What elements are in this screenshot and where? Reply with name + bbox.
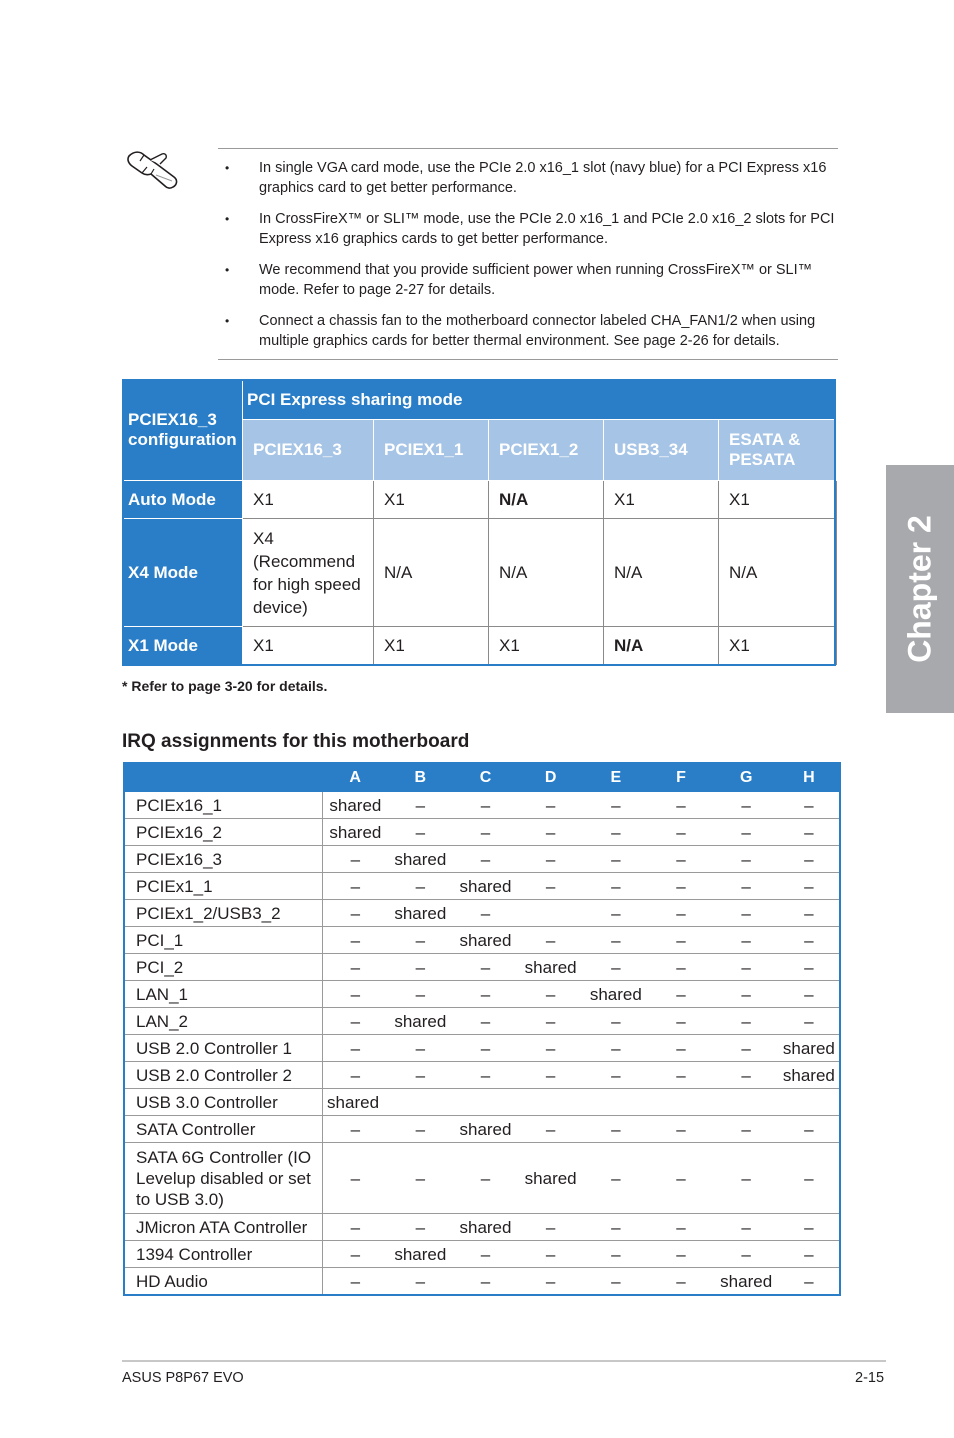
irq-cell: – xyxy=(323,1035,388,1062)
irq-cell: – xyxy=(388,1035,453,1062)
irq-cell: – xyxy=(714,1116,779,1143)
irq-cell: – xyxy=(648,1241,713,1268)
irq-cell: – xyxy=(779,792,840,819)
pcie-sharing-table xyxy=(122,379,837,665)
irq-cell: – xyxy=(714,900,779,927)
column-header: PCIEX1_1 xyxy=(374,420,489,481)
irq-cell: – xyxy=(323,900,388,927)
irq-cell: – xyxy=(648,819,713,846)
chapter-tab xyxy=(886,465,954,713)
table-cell: X4 (Recommend for high speed device) xyxy=(243,519,374,627)
irq-column-header: D xyxy=(518,763,583,792)
table-row xyxy=(124,1268,840,1296)
irq-cell: – xyxy=(779,981,840,1008)
irq-cell: shared xyxy=(453,873,518,900)
irq-cell: – xyxy=(518,819,583,846)
irq-cell xyxy=(453,1089,518,1116)
table-cell: X1 xyxy=(719,481,837,519)
irq-header-row xyxy=(124,763,840,792)
irq-cell: – xyxy=(453,954,518,981)
row-header: Auto Mode xyxy=(123,481,243,519)
irq-cell: shared xyxy=(720,1271,773,1291)
irq-device-name: HD Audio xyxy=(124,1268,323,1296)
irq-cell: – xyxy=(518,873,583,900)
irq-device-name: USB 3.0 Controller xyxy=(124,1089,323,1116)
irq-cell: – xyxy=(804,1271,814,1291)
irq-cell: – xyxy=(518,1008,583,1035)
irq-cell: – xyxy=(648,900,713,927)
irq-cell: – xyxy=(388,873,453,900)
irq-cell: – xyxy=(714,792,779,819)
irq-cell: – xyxy=(779,927,840,954)
table-row xyxy=(124,1241,840,1268)
table-row xyxy=(124,1008,840,1035)
irq-cell: – xyxy=(518,981,583,1008)
irq-cell: – xyxy=(453,792,518,819)
irq-cell: – xyxy=(714,1062,779,1089)
table-cell: N/A xyxy=(604,519,719,627)
irq-cell: – xyxy=(583,927,648,954)
irq-cell: – xyxy=(611,1271,621,1291)
table-row xyxy=(123,481,837,519)
irq-device-name: PCI_2 xyxy=(124,954,323,981)
irq-cell: – xyxy=(388,927,453,954)
irq-cell: – xyxy=(388,1214,453,1241)
irq-cell: – xyxy=(518,927,583,954)
footer-rule xyxy=(122,1360,886,1362)
irq-cell: – xyxy=(388,981,453,1008)
table-cell: N/A xyxy=(604,627,719,665)
table-row xyxy=(124,1143,840,1214)
irq-cell: – xyxy=(714,1214,779,1241)
irq-cell: – xyxy=(583,819,648,846)
irq-cell: shared xyxy=(518,1143,583,1214)
irq-cell: – xyxy=(388,792,453,819)
table-row xyxy=(124,927,840,954)
irq-cell: – xyxy=(323,954,388,981)
table-row xyxy=(124,873,840,900)
pointing-hand-icon xyxy=(126,147,180,191)
irq-cell: – xyxy=(648,846,713,873)
irq-cell: – xyxy=(714,954,779,981)
irq-cell: – xyxy=(518,792,583,819)
table-row xyxy=(124,1062,840,1089)
irq-cell: – xyxy=(648,1116,713,1143)
irq-cell xyxy=(518,900,583,927)
irq-cell: – xyxy=(388,1143,453,1214)
irq-column-header: E xyxy=(583,763,648,792)
irq-cell: – xyxy=(714,981,779,1008)
irq-cell: – xyxy=(415,1271,426,1291)
irq-cell: – xyxy=(453,1241,518,1268)
irq-cell: – xyxy=(323,1241,388,1268)
irq-device-name: PCI_1 xyxy=(124,927,323,954)
irq-cell: – xyxy=(323,981,388,1008)
irq-cell: – xyxy=(714,819,779,846)
irq-cell: – xyxy=(518,1214,583,1241)
irq-column-header: B xyxy=(388,763,453,792)
note-top-rule xyxy=(218,148,838,149)
table-cell: N/A xyxy=(719,519,837,627)
table-row xyxy=(124,1089,840,1116)
irq-cell: – xyxy=(714,1008,779,1035)
column-header: ESATA & PESATA xyxy=(719,420,837,481)
irq-device-name: JMicron ATA Controller xyxy=(124,1214,323,1241)
irq-device-name: LAN_1 xyxy=(124,981,323,1008)
irq-section-title: IRQ assignments for this motherboard xyxy=(122,731,470,752)
chapter-tab-label: Chapter 2 xyxy=(901,515,938,663)
irq-cell: – xyxy=(323,1062,388,1089)
irq-cell: – xyxy=(583,1214,648,1241)
table-cell: X1 xyxy=(719,627,837,665)
irq-device-name: PCIEx1_1 xyxy=(124,873,323,900)
irq-cell: – xyxy=(518,1062,583,1089)
irq-cell xyxy=(388,1089,453,1116)
table-row xyxy=(123,627,837,665)
irq-cell: – xyxy=(583,1241,648,1268)
note-item: • In CrossFireX™ or SLI™ mode, use the PCIe 2.0 x16_1 and PCIe 2.0 x16_2 slots for PCI Express x16 graphics cards to get better performance. xyxy=(225,211,835,247)
irq-cell: – xyxy=(453,846,518,873)
irq-cell: – xyxy=(648,1062,713,1089)
irq-cell: shared xyxy=(388,846,453,873)
irq-cell: shared xyxy=(779,1062,840,1089)
irq-cell: – xyxy=(779,1241,840,1268)
table-cell: X1 xyxy=(604,481,719,519)
footer-product-name: ASUS P8P67 EVO xyxy=(122,1370,244,1386)
irq-cell: – xyxy=(453,900,518,927)
irq-cell: – xyxy=(779,900,840,927)
irq-cell: – xyxy=(453,981,518,1008)
config-header: PCIEX16_3 configuration xyxy=(123,380,243,481)
irq-cell: – xyxy=(453,1035,518,1062)
table-cell: X1 xyxy=(243,627,374,665)
row-header: X1 Mode xyxy=(123,627,243,665)
irq-cell: – xyxy=(714,1035,779,1062)
note-item: • We recommend that you provide sufficient power when running CrossFireX™ or SLI™ mode. Refer to page 2-27 for details. xyxy=(225,262,813,298)
footer-page-number: 2-15 xyxy=(855,1370,885,1386)
table-row xyxy=(124,1214,840,1241)
irq-device-name: 1394 Controller xyxy=(124,1241,323,1268)
irq-device-name: USB 2.0 Controller 2 xyxy=(124,1062,323,1089)
irq-cell: – xyxy=(518,846,583,873)
irq-device-name: PCIEx16_1 xyxy=(124,792,323,819)
irq-cell xyxy=(648,1089,713,1116)
irq-cell: – xyxy=(518,1035,583,1062)
irq-cell: – xyxy=(648,1143,713,1214)
table-row xyxy=(124,981,840,1008)
irq-cell: – xyxy=(545,1271,556,1291)
irq-cell: – xyxy=(518,1241,583,1268)
irq-header-blank xyxy=(124,763,323,792)
irq-cell: – xyxy=(714,927,779,954)
table-row xyxy=(124,954,840,981)
irq-cell: – xyxy=(388,954,453,981)
irq-cell: shared xyxy=(453,1116,518,1143)
table-row xyxy=(124,1035,840,1062)
irq-cell: shared xyxy=(323,792,388,819)
irq-cell: – xyxy=(648,1214,713,1241)
table-cell: X1 xyxy=(374,481,489,519)
irq-device-name: PCIEx1_2/USB3_2 xyxy=(124,900,323,927)
column-header: PCIEX16_3 xyxy=(243,420,374,481)
irq-cell: shared xyxy=(453,1214,518,1241)
table-cell: N/A xyxy=(374,519,489,627)
table-footnote: * Refer to page 3-20 for details. xyxy=(122,678,328,694)
irq-cell: – xyxy=(714,1143,779,1214)
irq-cell: – xyxy=(779,1143,840,1214)
irq-cell xyxy=(583,1089,648,1116)
irq-column-header: F xyxy=(648,763,713,792)
irq-device-name: PCIEx16_3 xyxy=(124,846,323,873)
irq-cell: – xyxy=(518,1116,583,1143)
irq-cell: – xyxy=(323,1116,388,1143)
sharing-mode-header: PCI Express sharing mode xyxy=(243,380,837,420)
table-row xyxy=(124,792,840,819)
irq-cell: – xyxy=(350,1271,361,1291)
irq-table xyxy=(123,762,841,1296)
irq-cell: – xyxy=(648,954,713,981)
irq-cell: shared xyxy=(388,1008,453,1035)
irq-cell: – xyxy=(779,1008,840,1035)
column-header: USB3_34 xyxy=(604,420,719,481)
irq-cell: shared xyxy=(323,819,388,846)
irq-device-name: USB 2.0 Controller 1 xyxy=(124,1035,323,1062)
table-cell: X1 xyxy=(489,627,604,665)
irq-cell: – xyxy=(323,1214,388,1241)
irq-cell: – xyxy=(779,954,840,981)
irq-cell: – xyxy=(480,1271,491,1291)
note-item: • Connect a chassis fan to the motherboard connector labeled CHA_FAN1/2 when using multiple graphics cards for better thermal environment. See page 2-26 for details. xyxy=(225,313,816,349)
irq-column-header: H xyxy=(779,763,840,792)
irq-cell: – xyxy=(714,873,779,900)
table-row xyxy=(124,1116,840,1143)
irq-cell: – xyxy=(648,873,713,900)
irq-cell: – xyxy=(648,927,713,954)
table-cell: N/A xyxy=(489,519,604,627)
table-cell: X1 xyxy=(243,481,374,519)
irq-cell xyxy=(779,1089,840,1116)
row-header: X4 Mode xyxy=(123,519,243,627)
irq-cell: – xyxy=(323,846,388,873)
irq-device-name: LAN_2 xyxy=(124,1008,323,1035)
irq-cell: shared xyxy=(453,927,518,954)
irq-cell: – xyxy=(583,1035,648,1062)
irq-cell: – xyxy=(323,1143,388,1214)
table-row xyxy=(124,900,840,927)
irq-cell: – xyxy=(583,1143,648,1214)
table-cell: X1 xyxy=(374,627,489,665)
irq-cell: – xyxy=(453,1062,518,1089)
irq-cell: – xyxy=(323,873,388,900)
irq-cell xyxy=(714,1089,779,1116)
irq-cell: – xyxy=(583,792,648,819)
irq-cell: – xyxy=(323,927,388,954)
irq-cell: – xyxy=(714,846,779,873)
irq-cell: – xyxy=(388,819,453,846)
irq-cell: shared xyxy=(388,1241,453,1268)
irq-cell: – xyxy=(714,1241,779,1268)
irq-column-header: C xyxy=(453,763,518,792)
irq-cell: – xyxy=(779,1116,840,1143)
irq-cell xyxy=(518,1089,583,1116)
irq-device-name: PCIEx16_2 xyxy=(124,819,323,846)
table-cell: N/A xyxy=(489,481,604,519)
irq-cell: – xyxy=(388,1116,453,1143)
irq-column-header: G xyxy=(714,763,779,792)
irq-cell: – xyxy=(453,1143,518,1214)
irq-cell: – xyxy=(648,1008,713,1035)
irq-cell: – xyxy=(648,792,713,819)
irq-cell: – xyxy=(676,1271,686,1291)
irq-cell: shared xyxy=(518,954,583,981)
irq-device-name: SATA Controller xyxy=(124,1116,323,1143)
irq-column-header: A xyxy=(323,763,388,792)
table-row xyxy=(123,519,837,627)
irq-cell: – xyxy=(779,1214,840,1241)
table-row xyxy=(124,819,840,846)
note-bottom-rule xyxy=(218,359,838,360)
irq-cell: shared xyxy=(779,1035,840,1062)
irq-cell: – xyxy=(388,1062,453,1089)
irq-cell: – xyxy=(779,819,840,846)
irq-cell: – xyxy=(323,1008,388,1035)
irq-cell: – xyxy=(779,846,840,873)
irq-cell: shared xyxy=(323,1089,388,1116)
irq-device-name: SATA 6G Controller (IO Levelup disabled or set to USB 3.0) xyxy=(124,1143,323,1214)
column-header: PCIEX1_2 xyxy=(489,420,604,481)
irq-cell: – xyxy=(583,1008,648,1035)
irq-cell: – xyxy=(453,1008,518,1035)
irq-cell: – xyxy=(779,873,840,900)
irq-cell: – xyxy=(583,954,648,981)
note-item: • In single VGA card mode, use the PCIe 2.0 x16_1 slot (navy blue) for a PCI Express x16 graphics card to get better performance. xyxy=(225,160,827,196)
irq-cell: – xyxy=(583,873,648,900)
irq-cell: – xyxy=(583,846,648,873)
irq-cell: shared xyxy=(583,981,648,1008)
irq-cell: – xyxy=(453,819,518,846)
irq-cell: – xyxy=(648,1035,713,1062)
irq-cell: – xyxy=(648,981,713,1008)
irq-cell: – xyxy=(583,1116,648,1143)
irq-cell: – xyxy=(583,1062,648,1089)
table-row xyxy=(124,846,840,873)
irq-cell: shared xyxy=(388,900,453,927)
irq-cell: – xyxy=(583,900,648,927)
note-list xyxy=(218,158,840,362)
